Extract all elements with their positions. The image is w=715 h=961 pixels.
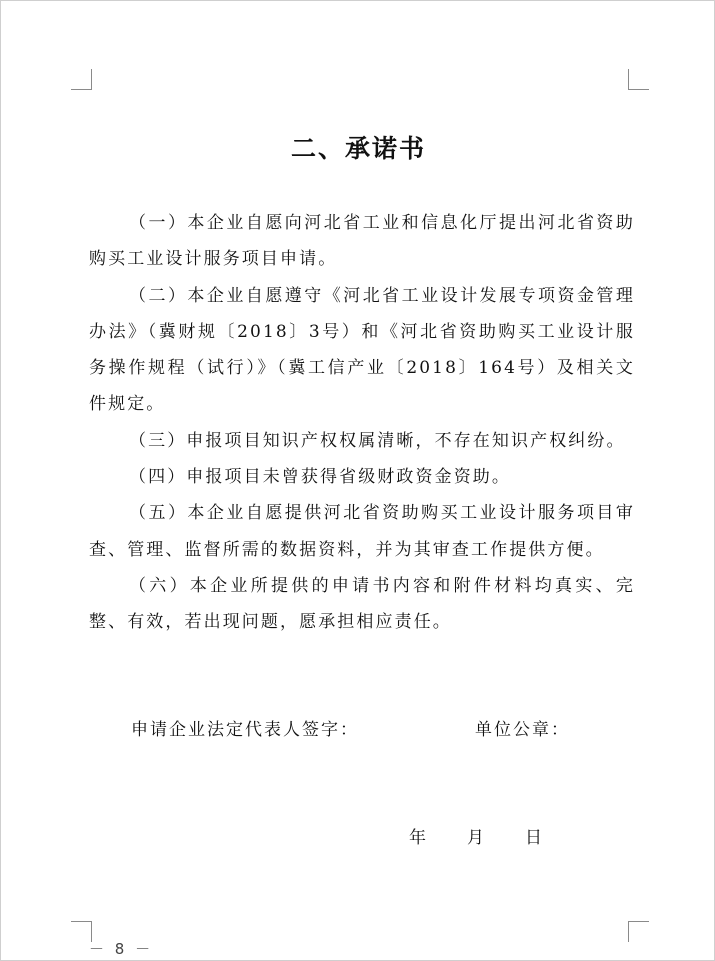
- commitment-item-3: （三）申报项目知识产权权属清晰，不存在知识产权纠纷。: [129, 430, 626, 451]
- legal-rep-signature-label: 申请企业法定代表人签字：: [131, 720, 359, 740]
- crop-mark-bottom-right: [628, 921, 649, 942]
- commitment-item-6: （六）本企业所提供的申请书内容和附件材料均真实、完整、有效，若出现问题，愿承担相应责任。: [89, 575, 635, 633]
- commitment-item-1: （一）本企业自愿向河北省工业和信息化厅提出河北省资助购买工业设计服务项目申请。: [89, 213, 635, 270]
- page-number: － 8 －: [89, 940, 154, 958]
- date-month-label: 月: [467, 828, 484, 848]
- crop-mark-top-left: [71, 69, 92, 90]
- company-seal-label: 单位公章：: [475, 720, 570, 740]
- date-day-label: 日: [525, 828, 542, 848]
- crop-mark-top-right: [628, 69, 649, 90]
- page-title: 二、承诺书: [290, 134, 426, 163]
- date-year-label: 年: [409, 828, 426, 848]
- commitment-body: [89, 205, 635, 641]
- commitment-item-2: （二）本企业自愿遵守《河北省工业设计发展专项资金管理办法》（冀财规〔2018〕3号）和《河北省资助购买工业设计服务操作规程（试行）》（冀工信产业〔2018〕164号）及相关文件规定。: [89, 285, 635, 415]
- commitment-item-5: （五）本企业自愿提供河北省资助购买工业设计服务项目审查、管理、监督所需的数据资料，并为其审查工作提供方便。: [89, 503, 635, 560]
- commitment-item-4: （四）申报项目未曾获得省级财政资金资助。: [129, 467, 511, 488]
